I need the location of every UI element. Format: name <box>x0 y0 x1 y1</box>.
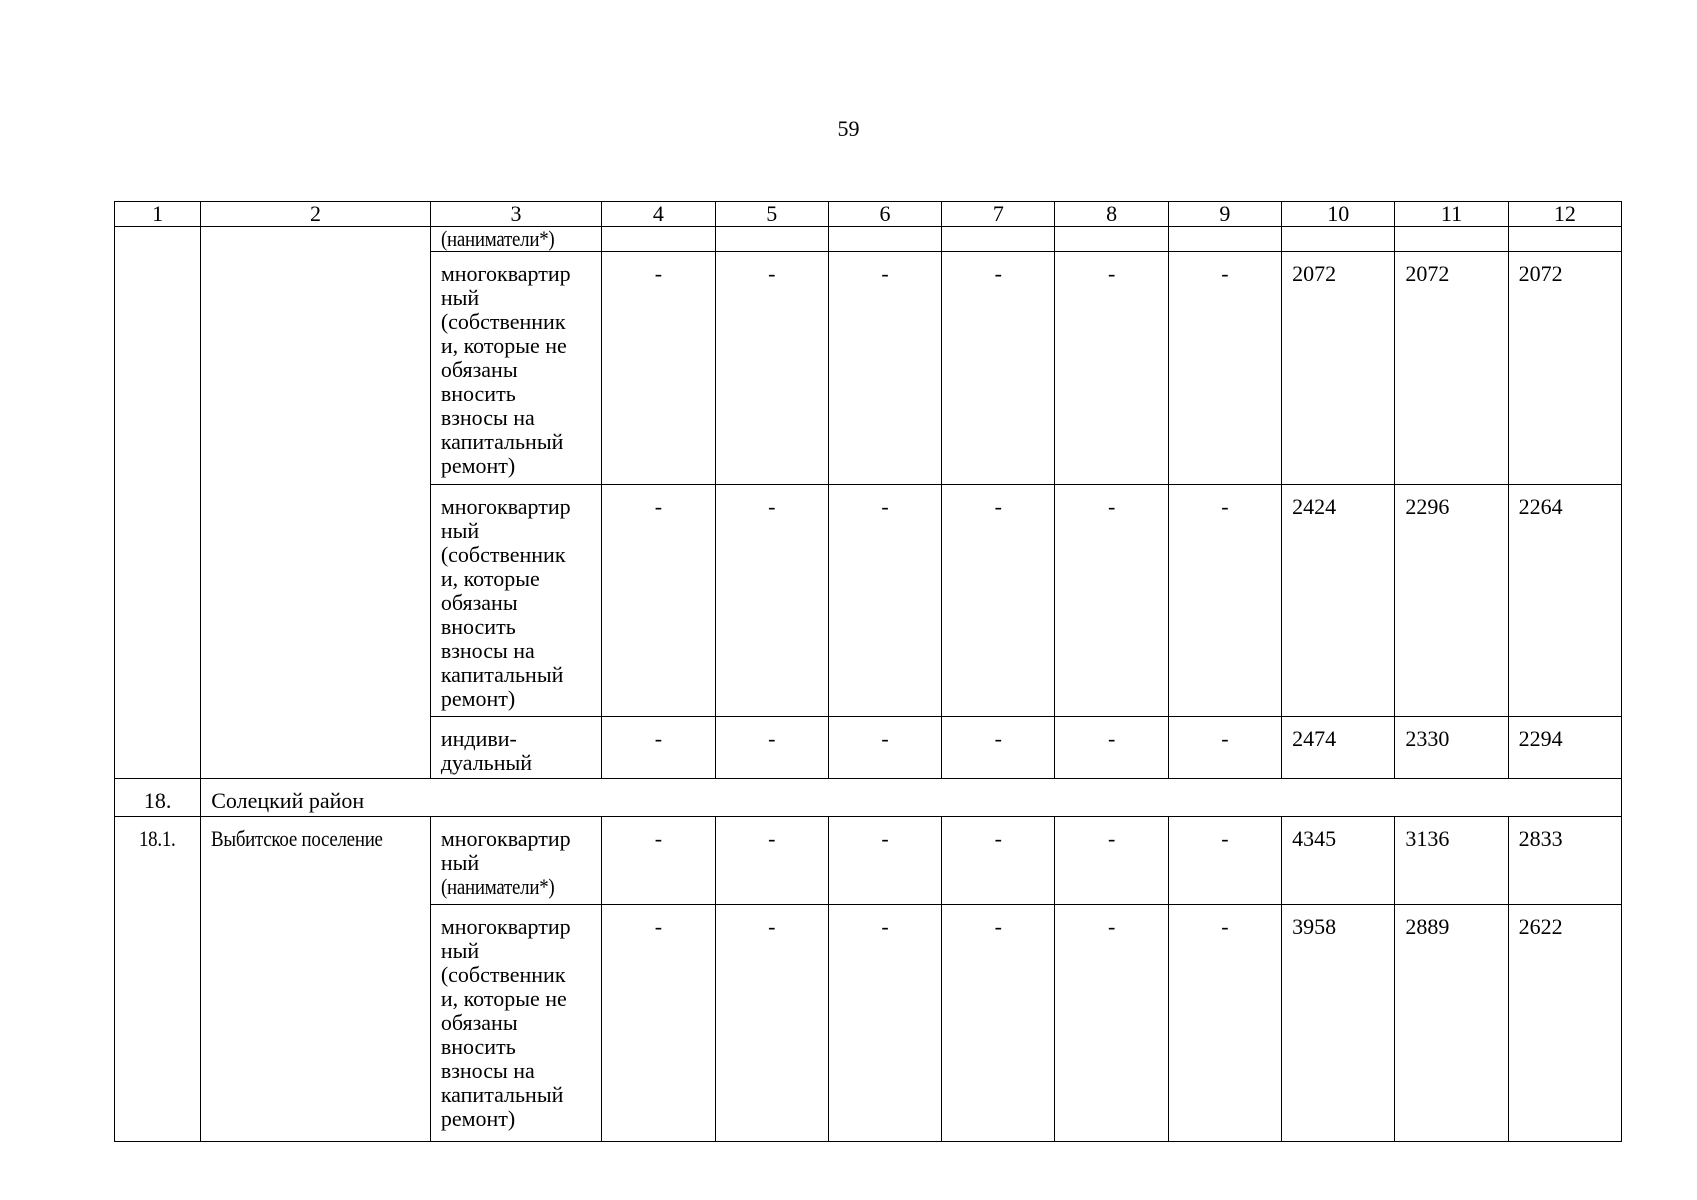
column-number: 5 <box>715 202 828 227</box>
housing-type-line: многоквартир <box>440 261 571 286</box>
value-cell: 2424 <box>1282 485 1395 717</box>
housing-type-line: взносы на <box>440 1058 535 1083</box>
value-cell: 3958 <box>1282 905 1395 1142</box>
housing-type-line: (собственник <box>440 542 566 567</box>
column-number: 2 <box>201 202 431 227</box>
value-cell: - <box>1168 252 1281 485</box>
housing-type-line: вносить <box>440 1034 516 1059</box>
value-cell: 2072 <box>1395 252 1508 485</box>
value-cell: - <box>715 717 828 779</box>
table-row <box>115 817 1622 905</box>
value-cell: - <box>942 252 1055 485</box>
housing-type-cell <box>430 227 601 252</box>
value-cell <box>1508 227 1621 252</box>
column-number: 3 <box>430 202 601 227</box>
housing-type-line: капитальный <box>440 1082 564 1107</box>
housing-type-line: (собственник <box>440 309 566 334</box>
value-cell: 2622 <box>1508 905 1621 1142</box>
housing-type-line: ремонт) <box>440 686 516 711</box>
value-cell: - <box>828 717 941 779</box>
value-cell: - <box>602 817 715 905</box>
housing-type-line: и, которые не <box>440 986 567 1011</box>
district-name: Солецкий район <box>201 779 1622 817</box>
housing-type-cell <box>430 252 601 485</box>
housing-type-line: ный <box>440 850 480 875</box>
value-cell: - <box>602 905 715 1142</box>
value-cell: - <box>715 485 828 717</box>
value-cell: - <box>1055 252 1168 485</box>
value-cell: - <box>602 485 715 717</box>
value-cell <box>1282 227 1395 252</box>
value-cell: - <box>828 252 941 485</box>
housing-type-line: ный <box>440 285 480 310</box>
housing-type-line: ный <box>440 938 480 963</box>
column-number: 9 <box>1168 202 1281 227</box>
table-row <box>115 227 1622 252</box>
housing-type-line: капитальный <box>440 662 564 687</box>
value-cell: 3136 <box>1395 817 1508 905</box>
value-cell: - <box>1055 717 1168 779</box>
housing-type-line: индиви- <box>440 726 517 751</box>
housing-type-cell <box>430 905 601 1142</box>
value-cell: 2294 <box>1508 717 1621 779</box>
value-cell: 2072 <box>1282 252 1395 485</box>
value-cell: 2072 <box>1508 252 1621 485</box>
column-number: 8 <box>1055 202 1168 227</box>
housing-type-cell <box>430 817 601 905</box>
district-row <box>115 779 1622 817</box>
settlement-name: Выбитское поселение <box>211 826 383 851</box>
housing-type-line: взносы на <box>440 405 535 430</box>
value-cell: 2296 <box>1395 485 1508 717</box>
value-cell: - <box>715 905 828 1142</box>
value-cell <box>715 227 828 252</box>
value-cell <box>942 227 1055 252</box>
housing-type-line: (наниматели*) <box>440 874 555 899</box>
housing-type-cell <box>430 485 601 717</box>
value-cell <box>1055 227 1168 252</box>
column-number: 10 <box>1282 202 1395 227</box>
value-cell: - <box>715 817 828 905</box>
housing-type-line: ный <box>440 518 480 543</box>
value-cell: - <box>828 485 941 717</box>
value-cell: 2330 <box>1395 717 1508 779</box>
value-cell: - <box>942 717 1055 779</box>
value-cell: - <box>828 905 941 1142</box>
housing-type-line: капитальный <box>440 429 564 454</box>
housing-type-line: ремонт) <box>440 453 516 478</box>
housing-type-line: вносить <box>440 614 516 639</box>
housing-type-cell <box>430 717 601 779</box>
value-cell: 2889 <box>1395 905 1508 1142</box>
column-number: 6 <box>828 202 941 227</box>
housing-type-line: и, которые не <box>440 333 567 358</box>
housing-type-line: многоквартир <box>440 826 571 851</box>
column-number: 1 <box>115 202 201 227</box>
housing-type-line: дуальный <box>440 750 533 775</box>
page-number: 59 <box>837 116 860 141</box>
tariff-table <box>114 201 1622 1142</box>
value-cell: - <box>602 252 715 485</box>
value-cell <box>1168 227 1281 252</box>
column-number: 7 <box>942 202 1055 227</box>
housing-type-line: (наниматели*) <box>440 226 555 251</box>
value-cell <box>828 227 941 252</box>
housing-type-line: ремонт) <box>440 1106 516 1131</box>
value-cell: - <box>942 905 1055 1142</box>
value-cell: - <box>715 252 828 485</box>
column-number: 11 <box>1395 202 1508 227</box>
row-number: 18.1. <box>139 826 176 851</box>
housing-type-line: вносить <box>440 381 516 406</box>
value-cell: - <box>1055 485 1168 717</box>
column-number: 12 <box>1508 202 1621 227</box>
value-cell: 2833 <box>1508 817 1621 905</box>
value-cell: - <box>1055 905 1168 1142</box>
row-number-cell <box>115 817 201 1142</box>
housing-type-line: обязаны <box>440 590 518 615</box>
row-number-cell <box>115 227 201 779</box>
housing-type-line: обязаны <box>440 1010 518 1035</box>
value-cell: - <box>828 817 941 905</box>
value-cell: - <box>1168 817 1281 905</box>
row-name-cell <box>201 817 431 1142</box>
district-number: 18. <box>115 779 201 817</box>
column-number: 4 <box>602 202 715 227</box>
value-cell: - <box>942 485 1055 717</box>
value-cell: - <box>602 717 715 779</box>
housing-type-line: многоквартир <box>440 914 571 939</box>
value-cell: - <box>1055 817 1168 905</box>
value-cell: - <box>942 817 1055 905</box>
value-cell: 2264 <box>1508 485 1621 717</box>
housing-type-line: многоквартир <box>440 494 571 519</box>
housing-type-line: взносы на <box>440 638 535 663</box>
value-cell <box>1395 227 1508 252</box>
housing-type-line: (собственник <box>440 962 566 987</box>
value-cell: - <box>1168 717 1281 779</box>
value-cell: - <box>1168 905 1281 1142</box>
value-cell: - <box>1168 485 1281 717</box>
row-name-cell <box>201 227 431 779</box>
housing-type-line: обязаны <box>440 357 518 382</box>
value-cell <box>602 227 715 252</box>
value-cell: 4345 <box>1282 817 1395 905</box>
column-number-row <box>115 202 1622 227</box>
housing-type-line: и, которые <box>440 566 540 591</box>
value-cell: 2474 <box>1282 717 1395 779</box>
